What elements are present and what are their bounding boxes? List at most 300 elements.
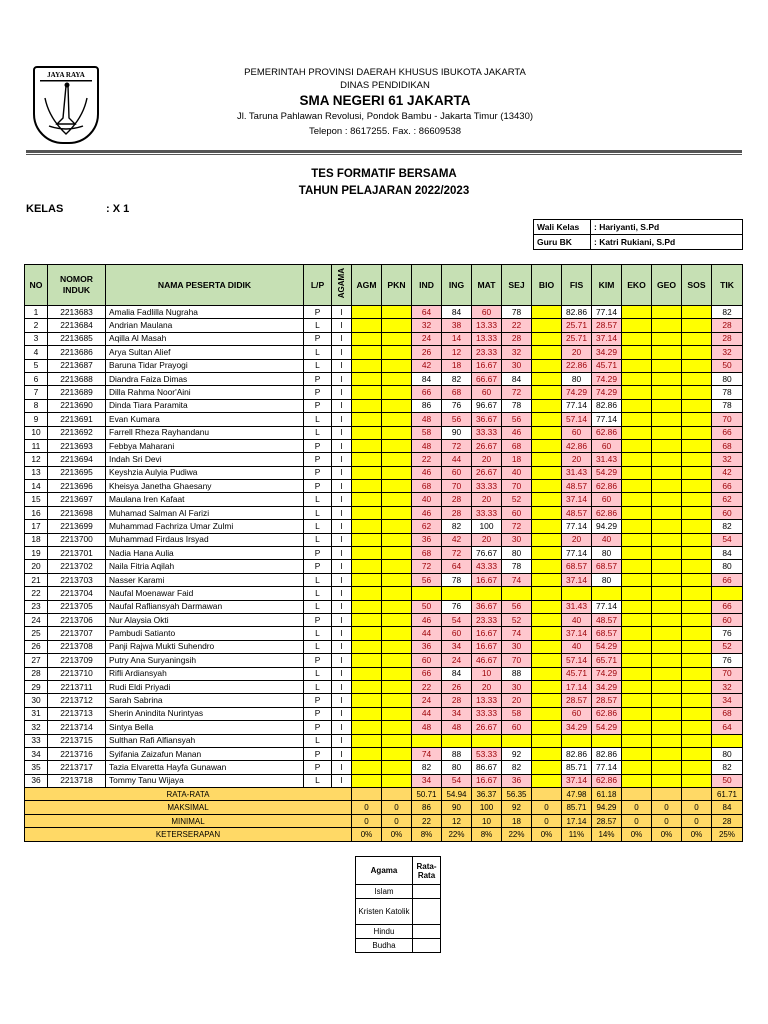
cell-agama: I [332, 627, 352, 640]
cell-lp: P [304, 560, 332, 573]
cell-score: 84 [412, 372, 442, 385]
cell-score: 82 [712, 306, 743, 319]
cell-score: 84 [442, 306, 472, 319]
table-row [25, 332, 743, 345]
cell-nama: Sulthan Rafi Alfiansyah [106, 734, 304, 747]
cell-score: 72 [502, 386, 532, 399]
cell-score: 40 [412, 493, 442, 506]
cell-score [622, 654, 652, 667]
cell-score: 22 [502, 319, 532, 332]
cell-no: 27 [25, 654, 48, 667]
cell-score [622, 306, 652, 319]
cell-score [352, 640, 382, 653]
cell-score [352, 774, 382, 787]
cell-score: 62 [412, 520, 442, 533]
cell-score: 23.33 [472, 346, 502, 359]
cell-score [622, 386, 652, 399]
cell-score: 100 [472, 520, 502, 533]
cell-score [352, 520, 382, 533]
table-row [25, 386, 743, 399]
cell-score: 28 [442, 493, 472, 506]
cell-score: 76 [712, 627, 743, 640]
col-subject: PKN [382, 265, 412, 306]
cell-lp: P [304, 306, 332, 319]
cell-score [562, 587, 592, 600]
cell-score [652, 346, 682, 359]
table-row [25, 547, 743, 560]
cell-score: 60 [712, 506, 743, 519]
cell-score: 80 [562, 372, 592, 385]
cell-lp: L [304, 346, 332, 359]
cell-score [382, 734, 412, 747]
cell-lp: L [304, 587, 332, 600]
cell-score: 18 [442, 359, 472, 372]
cell-score [352, 680, 382, 693]
cell-score [532, 319, 562, 332]
cell-nama: Baruna Tidar Prayogi [106, 359, 304, 372]
cell-score [412, 587, 442, 600]
table-row [25, 587, 743, 600]
cell-nama: Muhamad Salman Al Farizi [106, 506, 304, 519]
cell-score [622, 533, 652, 546]
cell-score: 53.33 [472, 747, 502, 760]
cell-nomor-induk: 2213716 [48, 747, 106, 760]
summary-value [652, 788, 682, 801]
cell-agama: I [332, 426, 352, 439]
table-row [25, 573, 743, 586]
cell-no: 32 [25, 721, 48, 734]
cell-score: 46 [412, 613, 442, 626]
cell-score: 16.67 [472, 640, 502, 653]
cell-score: 32 [712, 453, 743, 466]
cell-no: 15 [25, 493, 48, 506]
cell-agama: I [332, 774, 352, 787]
cell-score: 68 [712, 707, 743, 720]
cell-score: 26.67 [472, 466, 502, 479]
cell-score [652, 734, 682, 747]
summary-value: 22% [502, 828, 532, 841]
summary-value: 0 [682, 801, 712, 814]
summary-value: 18 [502, 814, 532, 827]
cell-score: 82.86 [562, 306, 592, 319]
agama-avg [413, 939, 441, 953]
cell-score: 86.67 [472, 761, 502, 774]
cell-nama: Farrell Rheza Rayhandanu [106, 426, 304, 439]
cell-score [502, 587, 532, 600]
summary-value: 0 [622, 801, 652, 814]
cell-score: 34.29 [592, 680, 622, 693]
cell-agama: I [332, 466, 352, 479]
cell-score: 20 [472, 453, 502, 466]
summary-value: 28 [712, 814, 743, 827]
cell-score: 82.86 [562, 747, 592, 760]
cell-score [382, 493, 412, 506]
cell-nama: Muhammad Firdaus Irsyad [106, 533, 304, 546]
cell-score [382, 654, 412, 667]
cell-score: 13.33 [472, 332, 502, 345]
cell-no: 22 [25, 587, 48, 600]
cell-lp: L [304, 413, 332, 426]
cell-score [382, 520, 412, 533]
cell-score: 44 [442, 453, 472, 466]
summary-value: 84 [712, 801, 743, 814]
cell-score [352, 761, 382, 774]
cell-score: 82 [412, 761, 442, 774]
cell-no: 36 [25, 774, 48, 787]
cell-score: 44 [412, 627, 442, 640]
cell-score [532, 680, 562, 693]
cell-agama: I [332, 747, 352, 760]
cell-score [532, 667, 562, 680]
cell-score: 76 [442, 600, 472, 613]
cell-score [472, 587, 502, 600]
cell-score [652, 306, 682, 319]
cell-score: 82 [712, 520, 743, 533]
cell-score: 40 [562, 640, 592, 653]
cell-score [622, 520, 652, 533]
cell-nama: Naila Fitria Aqilah [106, 560, 304, 573]
cell-score [622, 707, 652, 720]
cell-score: 82 [442, 520, 472, 533]
cell-no: 17 [25, 520, 48, 533]
cell-score: 82.86 [592, 747, 622, 760]
agama-row: Islam [356, 885, 413, 899]
cell-score [622, 547, 652, 560]
cell-score: 45.71 [562, 667, 592, 680]
cell-nama: Tommy Tanu Wijaya [106, 774, 304, 787]
cell-nomor-induk: 2213687 [48, 359, 106, 372]
cell-score: 60 [502, 506, 532, 519]
col-subject: SOS [682, 265, 712, 306]
cell-agama: I [332, 654, 352, 667]
cell-lp: L [304, 520, 332, 533]
cell-score [352, 533, 382, 546]
summary-value: 0 [682, 814, 712, 827]
cell-score [532, 426, 562, 439]
cell-agama: I [332, 372, 352, 385]
cell-nama: Syifania Zaizafun Manan [106, 747, 304, 760]
cell-score: 25.71 [562, 332, 592, 345]
cell-nama: Sherin Anindita Nurintyas [106, 707, 304, 720]
cell-no: 25 [25, 627, 48, 640]
cell-score [442, 734, 472, 747]
cell-score: 72 [412, 560, 442, 573]
cell-score [352, 306, 382, 319]
cell-score [532, 439, 562, 452]
cell-score: 74 [502, 627, 532, 640]
monument-icon [35, 68, 97, 140]
cell-score [532, 413, 562, 426]
cell-nomor-induk: 2213699 [48, 520, 106, 533]
cell-lp: L [304, 640, 332, 653]
cell-agama: I [332, 761, 352, 774]
cell-score [682, 761, 712, 774]
cell-score: 23.33 [472, 613, 502, 626]
cell-score [382, 332, 412, 345]
cell-score: 77.14 [592, 761, 622, 774]
cell-agama: I [332, 734, 352, 747]
cell-score [532, 372, 562, 385]
cell-score [622, 734, 652, 747]
cell-lp: L [304, 426, 332, 439]
col-nama: NAMA PESERTA DIDIK [106, 265, 304, 306]
cell-score [382, 694, 412, 707]
summary-value: 22 [412, 814, 442, 827]
cell-score: 22.86 [562, 359, 592, 372]
cell-score: 40 [502, 466, 532, 479]
cell-score: 62.86 [592, 480, 622, 493]
cell-score [652, 372, 682, 385]
col-subject: KIM [592, 265, 622, 306]
cell-agama: I [332, 547, 352, 560]
cell-score: 78 [502, 560, 532, 573]
cell-score: 50 [712, 359, 743, 372]
summary-value: 0% [622, 828, 652, 841]
cell-score [382, 747, 412, 760]
cell-score [502, 734, 532, 747]
cell-nomor-induk: 2213705 [48, 600, 106, 613]
cell-score: 78 [712, 399, 743, 412]
cell-lp: P [304, 761, 332, 774]
cell-score: 62.86 [592, 426, 622, 439]
cell-nama: Muhammad Fachriza Umar Zulmi [106, 520, 304, 533]
table-row [25, 654, 743, 667]
cell-agama: I [332, 306, 352, 319]
cell-no: 11 [25, 439, 48, 452]
summary-value: 8% [472, 828, 502, 841]
summary-value: 61.18 [592, 788, 622, 801]
cell-nama: Sarah Sabrina [106, 694, 304, 707]
table-row [25, 346, 743, 359]
cell-score: 72 [442, 439, 472, 452]
cell-no: 6 [25, 372, 48, 385]
cell-score: 54 [712, 533, 743, 546]
cell-score: 77.14 [592, 413, 622, 426]
cell-agama: I [332, 600, 352, 613]
cell-score [352, 399, 382, 412]
table-row [25, 600, 743, 613]
table-row [25, 761, 743, 774]
cell-no: 4 [25, 346, 48, 359]
cell-nama: Kheisya Janetha Ghaesany [106, 480, 304, 493]
col-subject: ING [442, 265, 472, 306]
cell-nomor-induk: 2213711 [48, 680, 106, 693]
cell-agama: I [332, 386, 352, 399]
cell-score: 60 [712, 613, 743, 626]
col-agama: AGAMA [332, 265, 352, 306]
cell-no: 20 [25, 560, 48, 573]
cell-score [352, 547, 382, 560]
cell-score: 18 [502, 453, 532, 466]
cell-score [682, 493, 712, 506]
cell-score [652, 547, 682, 560]
cell-no: 35 [25, 761, 48, 774]
agama-row: Budha [356, 939, 413, 953]
cell-score [532, 600, 562, 613]
cell-nama: Andrian Maulana [106, 319, 304, 332]
cell-nomor-induk: 2213685 [48, 332, 106, 345]
summary-row [25, 801, 743, 814]
cell-no: 7 [25, 386, 48, 399]
cell-no: 5 [25, 359, 48, 372]
cell-score: 24 [442, 654, 472, 667]
cell-score [652, 627, 682, 640]
cell-score: 30 [502, 359, 532, 372]
cell-nomor-induk: 2213706 [48, 613, 106, 626]
table-row [25, 493, 743, 506]
cell-score [682, 372, 712, 385]
cell-score: 28 [712, 319, 743, 332]
cell-score [622, 667, 652, 680]
table-row [25, 520, 743, 533]
cell-no: 34 [25, 747, 48, 760]
cell-nama: Sintya Bella [106, 721, 304, 734]
cell-score [622, 332, 652, 345]
summary-value: 0 [352, 814, 382, 827]
cell-nomor-induk: 2213709 [48, 654, 106, 667]
cell-no: 29 [25, 680, 48, 693]
cell-agama: I [332, 319, 352, 332]
cell-no: 12 [25, 453, 48, 466]
table-row [25, 426, 743, 439]
cell-lp: L [304, 667, 332, 680]
cell-score: 68 [712, 439, 743, 452]
col-subject: SEJ [502, 265, 532, 306]
cell-score [382, 439, 412, 452]
cell-score: 70 [712, 667, 743, 680]
cell-score [652, 359, 682, 372]
cell-score: 68.57 [592, 560, 622, 573]
agama-row: Kristen Katolik [356, 899, 413, 925]
cell-score: 33.33 [472, 506, 502, 519]
cell-score: 37.14 [562, 573, 592, 586]
cell-score: 37.14 [562, 774, 592, 787]
cell-score: 16.67 [472, 573, 502, 586]
cell-score [532, 560, 562, 573]
cell-nomor-induk: 2213698 [48, 506, 106, 519]
cell-nomor-induk: 2213700 [48, 533, 106, 546]
cell-score [352, 319, 382, 332]
cell-score [652, 654, 682, 667]
cell-score [532, 707, 562, 720]
cell-score: 28 [712, 332, 743, 345]
cell-score [622, 560, 652, 573]
cell-score [622, 413, 652, 426]
cell-score [382, 707, 412, 720]
cell-score [652, 332, 682, 345]
summary-value: 54.94 [442, 788, 472, 801]
cell-nama: Evan Kumara [106, 413, 304, 426]
cell-agama: I [332, 680, 352, 693]
cell-score [682, 573, 712, 586]
header-rule-thin [26, 154, 742, 155]
cell-lp: L [304, 680, 332, 693]
cell-nomor-induk: 2213710 [48, 667, 106, 680]
cell-lp: P [304, 480, 332, 493]
cell-score [622, 346, 652, 359]
cell-nama: Nadia Hana Aulia [106, 547, 304, 560]
cell-score: 13.33 [472, 319, 502, 332]
cell-score: 36.67 [472, 413, 502, 426]
cell-score: 34.29 [592, 346, 622, 359]
cell-score [622, 426, 652, 439]
cell-score [682, 413, 712, 426]
summary-value: 85.71 [562, 801, 592, 814]
cell-score [472, 734, 502, 747]
cell-score: 60 [592, 439, 622, 452]
cell-score: 42 [442, 533, 472, 546]
cell-lp: P [304, 332, 332, 345]
col-subject: IND [412, 265, 442, 306]
cell-score [622, 399, 652, 412]
cell-nomor-induk: 2213691 [48, 413, 106, 426]
cell-score [352, 613, 382, 626]
table-row [25, 734, 743, 747]
table-row [25, 306, 743, 319]
kelas-label: KELAS [26, 203, 64, 215]
agama-row: Hindu [356, 925, 413, 939]
cell-score [622, 761, 652, 774]
cell-agama: I [332, 413, 352, 426]
cell-no: 30 [25, 694, 48, 707]
cell-score [382, 480, 412, 493]
cell-score [712, 734, 743, 747]
agama-avg [413, 885, 441, 899]
cell-score: 37.14 [562, 493, 592, 506]
cell-score [382, 372, 412, 385]
cell-score: 78 [712, 386, 743, 399]
cell-no: 33 [25, 734, 48, 747]
table-row [25, 680, 743, 693]
summary-value [622, 788, 652, 801]
cell-score [682, 386, 712, 399]
cell-nama: Dilla Rahma Noor'Aini [106, 386, 304, 399]
cell-score [532, 573, 562, 586]
table-row [25, 506, 743, 519]
cell-score [712, 587, 743, 600]
cell-lp: P [304, 453, 332, 466]
cell-score [682, 734, 712, 747]
cell-score [622, 774, 652, 787]
cell-score: 48.57 [562, 480, 592, 493]
summary-value: 0% [682, 828, 712, 841]
cell-score: 66 [712, 480, 743, 493]
cell-lp: L [304, 600, 332, 613]
cell-no: 16 [25, 506, 48, 519]
cell-score [652, 613, 682, 626]
cell-score: 30 [502, 680, 532, 693]
cell-score [382, 573, 412, 586]
cell-score: 76 [442, 399, 472, 412]
cell-score [622, 640, 652, 653]
cell-score [622, 319, 652, 332]
cell-score [532, 480, 562, 493]
cell-score [382, 640, 412, 653]
summary-value: 86 [412, 801, 442, 814]
cell-nomor-induk: 2213708 [48, 640, 106, 653]
table-row [25, 694, 743, 707]
cell-nama: Amalia Fadlilla Nugraha [106, 306, 304, 319]
cell-nama: Naufal Rafliansyah Darmawan [106, 600, 304, 613]
cell-score: 74.29 [592, 372, 622, 385]
cell-score [652, 573, 682, 586]
cell-nomor-induk: 2213702 [48, 560, 106, 573]
cell-agama: I [332, 560, 352, 573]
cell-score: 36.67 [472, 600, 502, 613]
cell-score [682, 547, 712, 560]
cell-lp: P [304, 747, 332, 760]
cell-nomor-induk: 2213692 [48, 426, 106, 439]
